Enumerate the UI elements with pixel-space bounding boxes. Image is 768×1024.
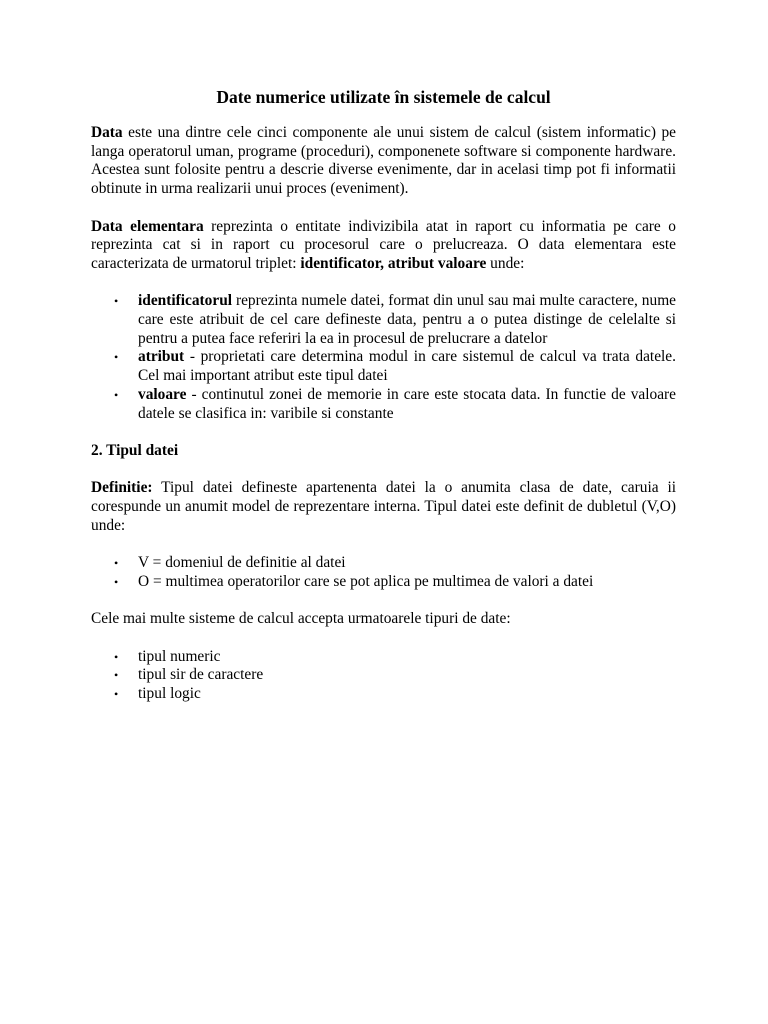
data-elementara-paragraph xyxy=(91,218,676,274)
document-page xyxy=(91,86,676,704)
list-item xyxy=(91,648,676,667)
triplet-term: identificator, atribut valoare xyxy=(300,254,487,272)
list-item xyxy=(91,292,676,348)
list-item-text: tipul numeric xyxy=(138,647,221,665)
data-elementara-text: reprezinta o entitate indivizibila atat in raport cu informatia pe care o reprezinta cat si in raport cu procesorul care o prelucreaza. O data elementara este caracterizata de urmatorul triplet: xyxy=(91,217,676,272)
list-item xyxy=(91,573,676,592)
list-item-text: O = multimea operatorilor care se pot aplica pe multimea de valori a datei xyxy=(138,572,594,590)
list-item xyxy=(91,386,676,423)
data-elementara-term: Data elementara xyxy=(91,217,204,235)
types-list xyxy=(91,648,676,704)
spacer xyxy=(91,535,676,554)
data-elementara-tail: unde: xyxy=(486,254,525,272)
bullet-icon: • xyxy=(114,294,119,309)
bullet-icon: • xyxy=(114,556,119,571)
list-item-text: V = domeniul de definitie al datei xyxy=(138,554,346,572)
triplet-list xyxy=(91,292,676,423)
bullet-icon: • xyxy=(114,668,119,683)
list-item xyxy=(91,348,676,385)
bullet-icon: • xyxy=(114,649,119,664)
definition-paragraph xyxy=(91,479,676,535)
list-item-text: - proprietati care determina modul in care sistemul de calcul va trata datele. Cel mai important atribut este tipul datei xyxy=(138,348,676,385)
list-item-text: reprezinta numele datei, format din unul sau mai multe caractere, nume care este atribuit de cel care defineste data, pentru a o putea distinge de celelalte si pentru a putea face referiri la ea in procesul de prelucrare a datelor xyxy=(138,292,676,347)
spacer xyxy=(91,461,676,480)
spacer xyxy=(91,629,676,648)
list-item-term: atribut xyxy=(138,348,185,366)
types-intro-paragraph: Cele mai multe sisteme de calcul accepta urmatoarele tipuri de date: xyxy=(91,610,511,628)
list-item xyxy=(91,554,676,573)
definition-term: Definitie: xyxy=(91,479,153,497)
spacer xyxy=(91,592,676,611)
list-item xyxy=(91,685,676,704)
list-item-text: tipul logic xyxy=(138,684,201,702)
spacer xyxy=(91,274,676,293)
intro-text: este una dintre cele cinci componente ale unui sistem de calcul (sistem informatic) pe langa operatorul uman, programe (proceduri), componenete software si componente hardware. Acestea sunt folosite pentru a descrie diverse evenimente, dar in acelasi timp pot fi informatii obtinute in urma realizarii unui proces (eveniment). xyxy=(91,124,676,198)
dublet-list xyxy=(91,554,676,591)
intro-term: Data xyxy=(91,124,123,141)
bullet-icon: • xyxy=(114,686,119,701)
list-item-text: tipul sir de caractere xyxy=(138,666,264,684)
list-item-text: - continutul zonei de memorie in care este stocata data. In functie de valoare datele se clasifica in: varibile si constante xyxy=(138,385,676,422)
list-item-term: identificatorul xyxy=(138,292,233,310)
intro-paragraph xyxy=(91,124,676,199)
bullet-icon: • xyxy=(114,350,119,365)
document-title: Date numerice utilizate în sistemele de calcul xyxy=(216,87,551,107)
bullet-icon: • xyxy=(114,387,119,402)
spacer xyxy=(91,199,676,218)
spacer xyxy=(91,423,676,442)
list-item-term: valoare xyxy=(138,385,187,403)
definition-text: Tipul datei defineste apartenenta datei la o anumita clasa de date, caruia ii corespunde un anumit model de reprezentare interna. Tipul datei este definit de dubletul (V,O) unde: xyxy=(91,479,676,534)
list-item xyxy=(91,666,676,685)
bullet-icon: • xyxy=(114,574,119,589)
section-heading: 2. Tipul datei xyxy=(91,441,179,459)
